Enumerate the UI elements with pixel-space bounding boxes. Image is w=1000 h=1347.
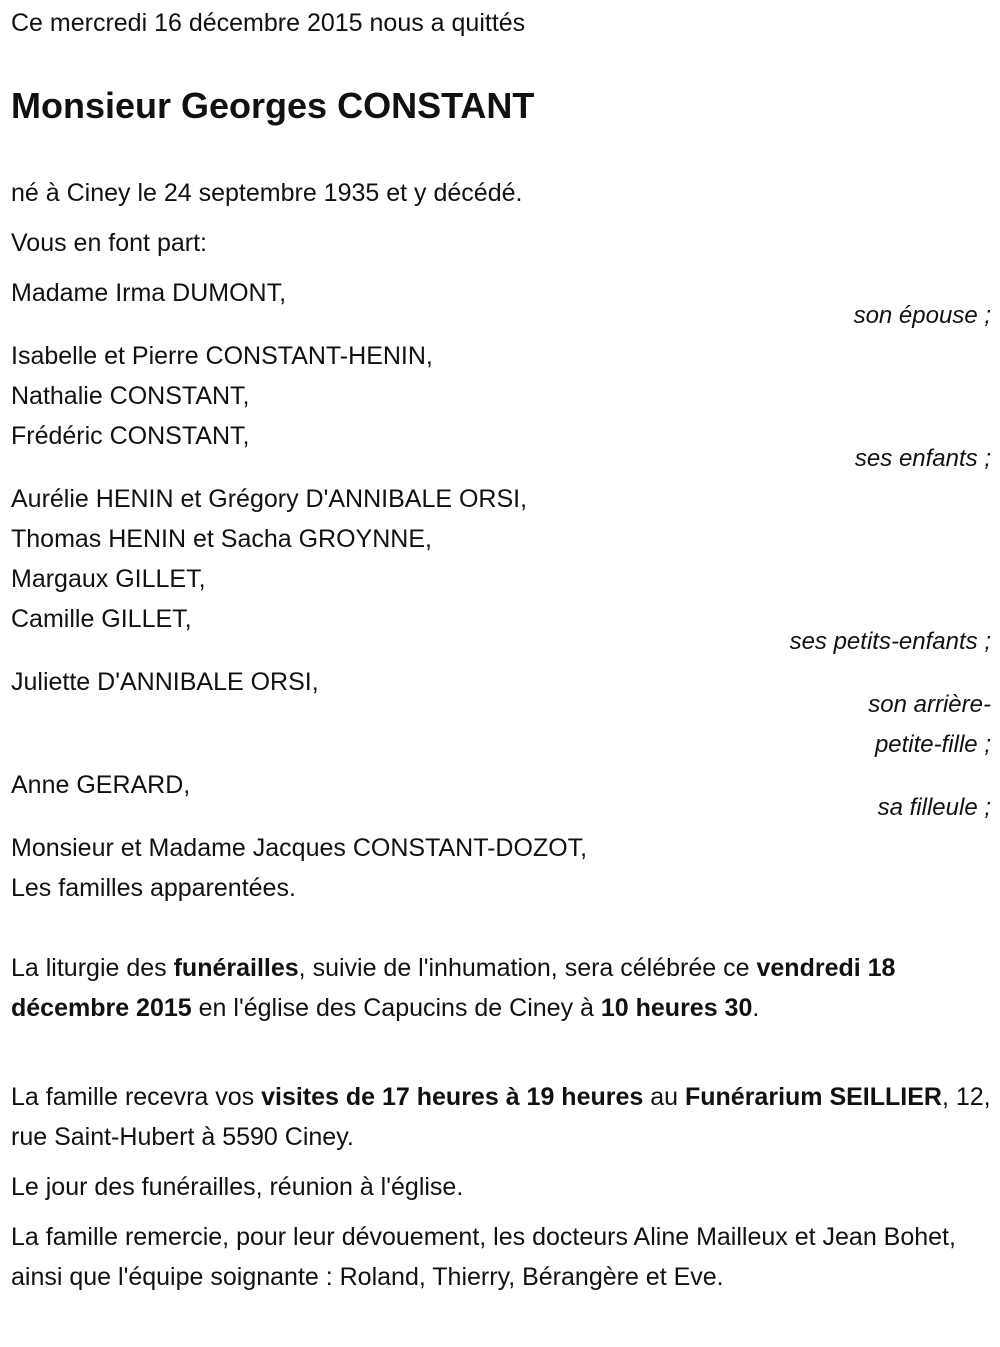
announce-line: Vous en font part:	[11, 229, 207, 257]
spouse-role: son épouse ;	[853, 302, 991, 329]
child-name: Frédéric CONSTANT,	[11, 422, 250, 450]
child-name: Isabelle et Pierre CONSTANT-HENIN,	[11, 342, 433, 370]
children-role: ses enfants ;	[854, 445, 991, 472]
grandchild-name: Thomas HENIN et Sacha GROYNNE,	[11, 525, 432, 553]
visits-paragraph	[11, 1077, 991, 1157]
grandchildren-role: ses petits-enfants ;	[789, 628, 991, 655]
text: La liturgie des	[11, 954, 174, 982]
thanks-paragraph: La famille remercie, pour leur dévouement, les docteurs Aline Mailleux et Jean Bohet, ainsi que l'équipe soignante : Roland, Thierry, Bérangère et Eve.	[11, 1223, 956, 1291]
text: , suivie de l'inhumation, sera célébrée ce	[298, 954, 757, 982]
grandchild-name: Aurélie HENIN et Grégory D'ANNIBALE ORSI,	[11, 485, 528, 513]
spouse-name: Madame Irma DUMONT,	[11, 279, 287, 307]
funeral-time: 10 heures 30	[600, 994, 753, 1022]
great-grandchild-name: Juliette D'ANNIBALE ORSI,	[11, 668, 319, 696]
text: en l'église des Capucins de Ciney à	[191, 994, 601, 1022]
grandchild-name: Margaux GILLET,	[11, 565, 206, 593]
birth-line: né à Ciney le 24 septembre 1935 et y décédé.	[11, 179, 523, 207]
intro-line: Ce mercredi 16 décembre 2015 nous a quittés	[11, 9, 526, 37]
goddaughter-name: Anne GERARD,	[11, 771, 191, 799]
great-grandchild-role-1: son arrière-	[868, 691, 991, 718]
text: .	[752, 994, 760, 1022]
meeting-paragraph: Le jour des funérailles, réunion à l'église.	[11, 1173, 464, 1201]
grandchild-name: Camille GILLET,	[11, 605, 192, 633]
funeral-home: Funérarium SEILLIER	[684, 1083, 942, 1111]
funeral-paragraph	[11, 948, 991, 1028]
goddaughter-role: sa filleule ;	[877, 794, 991, 821]
address: , 12, rue Saint-Hubert à 5590 Ciney.	[11, 1083, 991, 1151]
text: La famille recevra vos	[11, 1083, 262, 1111]
visit-hours: visites de 17 heures à 19 heures	[261, 1083, 644, 1111]
child-name: Nathalie CONSTANT,	[11, 382, 250, 410]
great-grandchild-role-2: petite-fille ;	[874, 731, 991, 758]
text-bold: funérailles	[173, 954, 299, 982]
text: au	[643, 1083, 685, 1111]
deceased-name: Monsieur Georges CONSTANT	[11, 85, 535, 126]
funeral-date: vendredi 18 décembre 2015	[11, 954, 896, 1022]
other-family: Les familles apparentées.	[11, 874, 296, 902]
other-family: Monsieur et Madame Jacques CONSTANT-DOZOT,	[11, 834, 588, 862]
